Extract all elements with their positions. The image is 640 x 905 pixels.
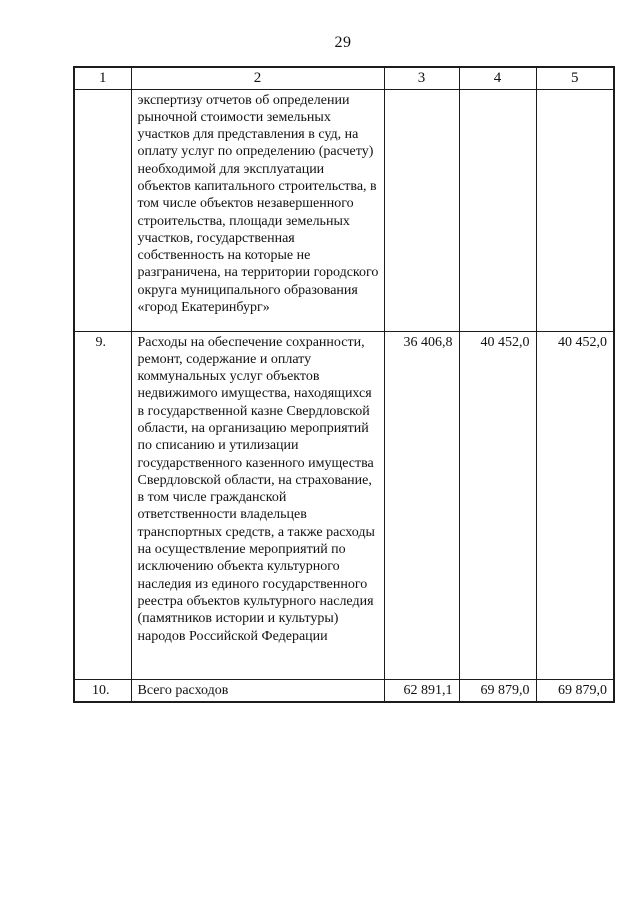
page-number: 29 (334, 34, 352, 51)
row-amount-cell-2023 (384, 89, 459, 331)
row-description-cell: экспертизу отчетов об определении рыночной стоимости земельных участков для представления в суд, на оплату услуг по определению (расчету) необходимой для эксплуатации объектов капитального строительства, в том числе объектов незавершенного строительства, площади земельных участков, государственная собственность на которые не разграничена, на территории городского округа муниципального образования «город Екатеринбург» (131, 89, 384, 331)
header-col-4: 4 (459, 67, 536, 89)
row-amount-cell-2023: 36 406,8 (384, 331, 459, 679)
header-col-3: 3 (384, 67, 459, 89)
row-amount-cell-2025 (536, 89, 614, 331)
row-amount-cell-2023: 62 891,1 (384, 679, 459, 702)
row-amount-cell-2024: 69 879,0 (459, 679, 536, 702)
table-row (74, 679, 614, 702)
row-number-cell: 9. (74, 331, 131, 679)
row-description-cell: Всего расходов (131, 679, 384, 702)
header-col-1: 1 (74, 67, 131, 89)
table-row (74, 331, 614, 679)
row-description-cell: Расходы на обеспечение сохранности, ремонт, содержание и оплату коммунальных услуг объектов недвижимого имущества, находящихся в государственной казне Свердловской области, на организацию мероприятий по списанию и утилизации государственного казенного имущества Свердловской области, на страхование, в том числе гражданской ответственности владельцев транспортных средств, а также расходы на осуществление мероприятий по исключению объекта культурного наследия из единого государственного реестра объектов культурного наследия (памятников истории и культуры) народов Российской Федерации (131, 331, 384, 679)
header-col-5: 5 (536, 67, 614, 89)
row-number-cell (74, 89, 131, 331)
header-col-2: 2 (131, 67, 384, 89)
row-amount-cell-2025: 69 879,0 (536, 679, 614, 702)
budget-expenses-table (73, 66, 615, 703)
row-amount-cell-2024: 40 452,0 (459, 331, 536, 679)
row-number-cell: 10. (74, 679, 131, 702)
table-row (74, 89, 614, 331)
row-amount-cell-2025: 40 452,0 (536, 331, 614, 679)
table-header-row (74, 67, 614, 89)
row-amount-cell-2024 (459, 89, 536, 331)
